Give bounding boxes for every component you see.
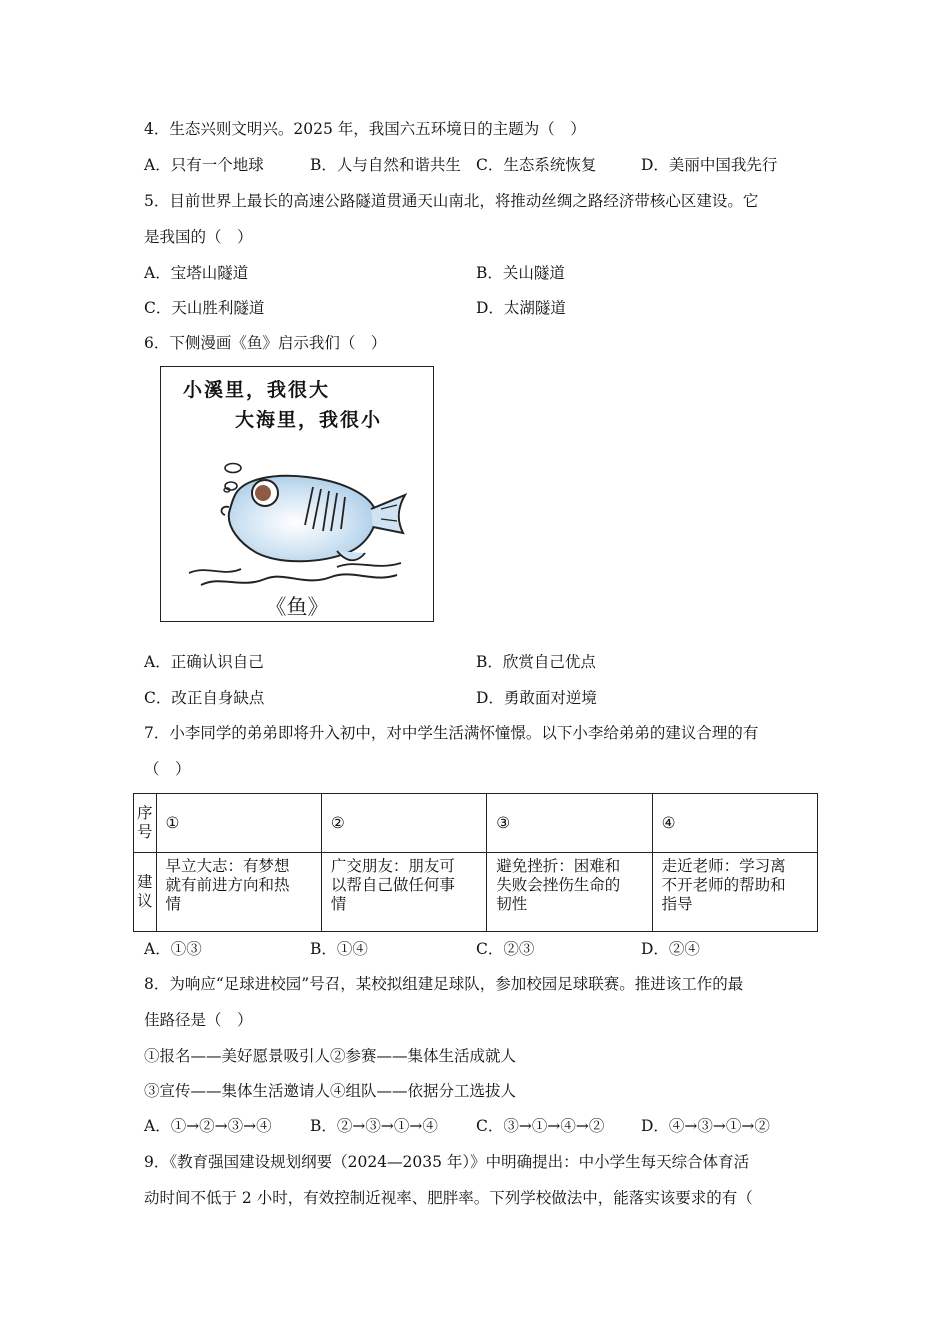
table-cell: 走近老师：学习离 不开老师的帮助和 指导 (652, 853, 817, 932)
q7-option-d: D．②④ (641, 940, 700, 958)
comic-caption: 《鱼》 (265, 595, 329, 619)
q5-option-a: A．宝塔山隧道 (144, 264, 249, 282)
q5-option-b: B．关山隧道 (476, 264, 565, 282)
q6-option-c: C．改正自身缺点 (144, 689, 265, 707)
q7-stem-line2: （ ） (144, 760, 191, 778)
q6-stem: 6．下侧漫画《鱼》启示我们（ ） (144, 334, 387, 352)
q7-option-c: C．②③ (476, 940, 535, 958)
q7-stem-line1: 7．小李同学的弟弟即将升入初中，对中学生活满怀憧憬。以下小李给弟弟的建议合理的有 (144, 724, 759, 742)
q4-option-c: C．生态系统恢复 (476, 156, 597, 174)
q8-option-a: A．①→②→③→④ (144, 1117, 272, 1135)
table-cell: ① (156, 794, 321, 853)
q6-option-b: B．欣赏自己优点 (476, 653, 596, 671)
q5-option-c: C．天山胜利隧道 (144, 299, 265, 317)
table-cell: 早立大志：有梦想 就有前进方向和热 情 (156, 853, 321, 932)
fish-tail (371, 495, 405, 533)
q7-option-b: B．①④ (310, 940, 368, 958)
table-cell: ② (321, 794, 486, 853)
q6-option-a: A．正确认识自己 (144, 653, 264, 671)
q5-option-d: D．太湖隧道 (476, 299, 566, 317)
table-cell: ③ (487, 794, 652, 853)
table-cell: ④ (652, 794, 817, 853)
comic-text-line1: 小溪里，我很大 (183, 379, 331, 401)
fish-body (229, 476, 376, 561)
table-cell: 广交朋友：朋友可 以帮自己做任何事 情 (321, 853, 486, 932)
table-row (134, 794, 818, 853)
fish-comic (160, 366, 434, 622)
q8-items-line1: ①报名——美好愿景吸引人②参赛——集体生活成就人 (144, 1047, 517, 1065)
q8-option-b: B．②→③→①→④ (310, 1117, 438, 1135)
bubble-icon (225, 464, 241, 473)
table-header-cell: 建 议 (134, 853, 157, 932)
q4-stem: 4．生态兴则文明兴。2025 年，我国六五环境日的主题为（ ） (144, 120, 586, 138)
q8-items-line2: ③宣传——集体生活邀请人④组队——依据分工选拔人 (144, 1082, 517, 1100)
q5-stem-line1: 5．目前世界上最长的高速公路隧道贯通天山南北，将推动丝绸之路经济带核心区建设。它 (144, 192, 759, 210)
q4-option-a: A．只有一个地球 (144, 156, 264, 174)
q9-stem-line2: 动时间不低于 2 小时，有效控制近视率、肥胖率。下列学校做法中，能落实该要求的有（ (144, 1189, 753, 1207)
table-header-cell: 序 号 (134, 794, 157, 853)
fish-illustration (161, 367, 433, 621)
q4-option-d: D．美丽中国我先行 (641, 156, 778, 174)
suggestion-table (133, 793, 818, 932)
q7-option-a: A．①③ (144, 940, 202, 958)
q5-stem-line2: 是我国的（ ） (144, 228, 253, 246)
q6-option-d: D．勇敢面对逆境 (476, 689, 597, 707)
q4-option-b: B．人与自然和谐共生 (310, 156, 461, 174)
q9-stem-line1: 9．《教育强国建设规划纲要（2024—2035 年）》中明确提出：中小学生每天综合体育活 (144, 1153, 750, 1171)
q8-option-c: C．③→①→④→② (476, 1117, 605, 1135)
q8-option-d: D．④→③→①→② (641, 1117, 770, 1135)
comic-text-line2: 大海里，我很小 (235, 409, 383, 431)
q8-stem-line1: 8．为响应“足球进校园”号召，某校拟组建足球队，参加校园足球联赛。推进该工作的最 (144, 975, 744, 993)
table-row (134, 853, 818, 932)
bubble-icon (225, 482, 237, 490)
q8-stem-line2: 佳路径是（ ） (144, 1011, 253, 1029)
table-cell: 避免挫折：困难和 失败会挫伤生命的 韧性 (487, 853, 652, 932)
